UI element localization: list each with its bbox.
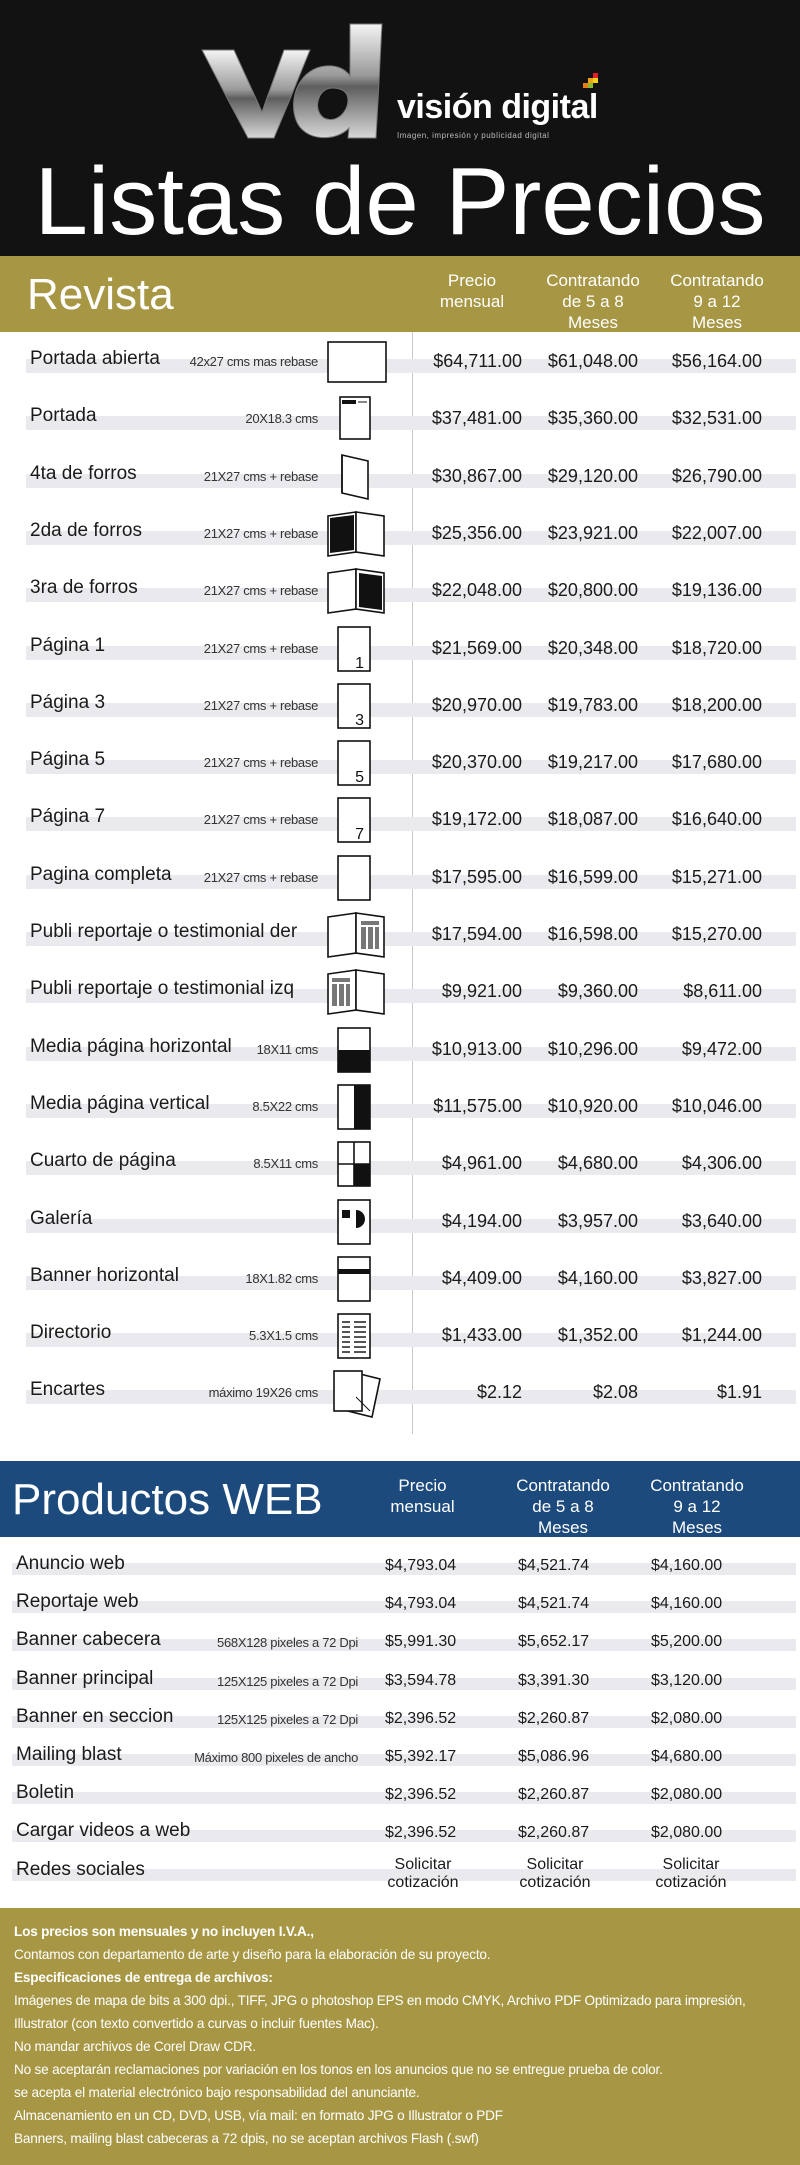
- price-5-8-months: $19,783.00: [547, 694, 638, 715]
- price-9-12-months: $26,790.00: [671, 465, 762, 486]
- product-name: Página 5: [30, 749, 106, 771]
- footer-notes: [0, 1908, 800, 2165]
- price-9-12-months: $8,611.00: [683, 981, 762, 1002]
- price-9-12-months: $32,531.00: [671, 408, 762, 429]
- page-7-icon: [326, 794, 388, 844]
- product-spec: 21X27 cms + rebase: [203, 525, 318, 541]
- price-9-12-months: $15,270.00: [671, 924, 762, 944]
- price-monthly: $37,481.00: [431, 408, 522, 429]
- revista-row: [0, 391, 800, 448]
- price-5-8-months: $35,360.00: [547, 408, 638, 429]
- revista-row: [0, 1365, 800, 1422]
- price-9-12-months: $9,472.00: [681, 1038, 762, 1059]
- product-spec: 5.3X1.5 cms: [249, 1328, 318, 1344]
- revista-row: [0, 907, 800, 964]
- price-9-12-months: $1,244.00: [681, 1325, 762, 1346]
- revista-col-monthly: Precio mensual: [439, 271, 505, 311]
- product-spec: 125X125 pixeles a 72 Dpi: [217, 1673, 358, 1689]
- product-name: Banner cabecera: [16, 1629, 161, 1651]
- brand-name: visión digital: [397, 88, 598, 126]
- price-5-8-months: $4,680.00: [557, 1153, 638, 1174]
- price-monthly: $4,409.00: [441, 1267, 522, 1288]
- price-monthly: $1,433.00: [441, 1325, 522, 1346]
- price-5-8-months: $20,348.00: [547, 637, 638, 658]
- inserts-icon: [326, 1367, 388, 1417]
- product-name: Anuncio web: [16, 1553, 125, 1574]
- product-spec: Máximo 800 pixeles de ancho: [194, 1750, 358, 1765]
- price-5-8-months: $4,521.74: [518, 1595, 590, 1613]
- banner-horizontal-icon: [326, 1253, 388, 1303]
- price-monthly: $20,370.00: [431, 752, 522, 773]
- quarter-page-icon: [326, 1138, 388, 1188]
- price-monthly: $3,594.78: [385, 1671, 457, 1689]
- price-5-8-months: $5,652.17: [518, 1633, 590, 1651]
- price-9-12-months: $4,306.00: [681, 1153, 762, 1174]
- product-spec: máximo 19X26 cms: [208, 1385, 318, 1401]
- brand-tagline: Imagen, impresión y publicidad digital: [397, 131, 550, 140]
- directory-icon: [326, 1310, 388, 1360]
- price-monthly: $9,921.00: [441, 981, 522, 1002]
- price-monthly: $22,048.00: [431, 580, 522, 601]
- price-5-8-months: $16,598.00: [547, 924, 638, 944]
- price-9-12-months: $2,080.00: [651, 1824, 723, 1842]
- price-5-8-months: $16,599.00: [547, 866, 638, 887]
- product-spec: 21X27 cms + rebase: [203, 583, 318, 599]
- price-monthly: $20,970.00: [431, 694, 522, 715]
- header: [0, 0, 800, 256]
- web-row: [0, 1584, 800, 1622]
- price-monthly: $4,194.00: [441, 1210, 522, 1231]
- product-spec: 21X27 cms + rebase: [203, 640, 318, 656]
- price-5-8-months: $1,352.00: [557, 1325, 638, 1346]
- price-monthly: Solicitar cotización: [387, 1855, 459, 1891]
- product-name: Encartes: [30, 1379, 105, 1401]
- price-5-8-months: $4,521.74: [518, 1557, 590, 1574]
- price-monthly: $19,172.00: [431, 809, 522, 830]
- price-monthly: $5,392.17: [385, 1748, 457, 1765]
- footer-line: Banners, mailing blast cabeceras a 72 dpis, no se aceptan archivos Flash (.swf): [14, 2131, 479, 2146]
- price-5-8-months: $3,957.00: [557, 1210, 638, 1231]
- product-name: Portada abierta: [30, 348, 160, 369]
- price-monthly: $2.12: [476, 1382, 522, 1403]
- product-spec: 8.5X11 cms: [253, 1156, 318, 1172]
- product-spec: 21X27 cms + rebase: [203, 755, 318, 771]
- product-name: Banner horizontal: [30, 1264, 179, 1286]
- price-monthly: $11,575.00: [433, 1095, 522, 1116]
- price-9-12-months: $5,200.00: [651, 1633, 723, 1651]
- product-name: Banner en seccion: [16, 1705, 174, 1727]
- product-spec: 21X27 cms + rebase: [203, 697, 318, 713]
- product-spec: 125X125 pixeles a 72 Dpi: [217, 1711, 358, 1727]
- revista-row: [0, 735, 800, 792]
- price-5-8-months: $9,360.00: [557, 981, 638, 1002]
- revista-header-bar: [0, 256, 800, 332]
- price-9-12-months: $15,271.00: [671, 866, 762, 887]
- product-name: Media página horizontal: [30, 1035, 232, 1057]
- product-name: Boletin: [16, 1782, 75, 1804]
- product-name: Portada: [30, 405, 97, 427]
- web-row: [0, 1661, 800, 1699]
- revista-row: [0, 334, 800, 391]
- price-9-12-months: Solicitar cotización: [655, 1855, 727, 1891]
- price-monthly: $5,991.30: [385, 1633, 457, 1651]
- revista-row: [0, 678, 800, 735]
- product-name: Página 1: [30, 634, 106, 656]
- price-5-8-months: $2,260.87: [518, 1786, 590, 1804]
- svg-text:1: 1: [355, 654, 364, 672]
- revista-row: [0, 1136, 800, 1193]
- price-5-8-months: $10,296.00: [547, 1038, 638, 1059]
- product-name: Publi reportaje o testimonial izq: [30, 978, 295, 1000]
- inside-front-cover-icon: [326, 508, 388, 558]
- revista-row: [0, 1308, 800, 1365]
- product-name: Cuarto de página: [30, 1150, 176, 1172]
- web-row: [0, 1699, 800, 1737]
- product-name: Página 3: [30, 691, 106, 713]
- price-9-12-months: $18,200.00: [671, 694, 762, 715]
- price-monthly: $17,595.00: [431, 866, 522, 887]
- price-9-12-months: $10,046.00: [671, 1095, 762, 1116]
- advertorial-left-icon: [326, 966, 388, 1016]
- price-5-8-months: $61,048.00: [547, 351, 638, 371]
- revista-row: [0, 563, 800, 620]
- price-5-8-months: $10,920.00: [547, 1095, 638, 1116]
- web-header-bar: [0, 1461, 800, 1537]
- price-monthly: $2,396.52: [385, 1786, 457, 1804]
- half-page-vertical-icon: [326, 1081, 388, 1131]
- product-spec: 21X27 cms + rebase: [203, 869, 318, 885]
- web-row: [0, 1622, 800, 1660]
- price-5-8-months: $23,921.00: [547, 522, 638, 543]
- price-9-12-months: $22,007.00: [671, 522, 762, 543]
- price-monthly: $2,396.52: [385, 1824, 457, 1842]
- product-name: Cargar videos a web: [16, 1820, 191, 1842]
- footer-line: Almacenamiento en un CD, DVD, USB, vía mail: en formato JPG o Illustrator o PDF: [14, 2108, 503, 2123]
- price-monthly: $30,867.00: [431, 465, 522, 486]
- price-5-8-months: $2,260.87: [518, 1709, 590, 1727]
- revista-row: [0, 621, 800, 678]
- product-spec: 21X27 cms + rebase: [203, 468, 318, 484]
- footer-line: No mandar archivos de Corel Draw CDR.: [14, 2039, 256, 2054]
- revista-title: Revista: [27, 270, 174, 319]
- footer-line: Especificaciones de entrega de archivos:: [14, 1970, 273, 1985]
- revista-row: [0, 850, 800, 907]
- product-name: Mailing blast: [16, 1744, 122, 1765]
- revista-col-9-12: Contratando 9 a 12 Meses: [670, 271, 764, 332]
- product-name: Galería: [30, 1207, 93, 1229]
- footer-line: Contamos con departamento de arte y diseño para la elaboración de su proyecto.: [14, 1947, 491, 1962]
- price-9-12-months: $16,640.00: [671, 809, 762, 830]
- web-row: [0, 1813, 800, 1851]
- footer-line: se acepta el material electrónico bajo responsabilidad del anunciante.: [14, 2085, 420, 2100]
- product-spec: 8.5X22 cms: [252, 1098, 318, 1114]
- price-monthly: $4,961.00: [441, 1153, 522, 1174]
- price-9-12-months: $3,120.00: [651, 1671, 723, 1689]
- product-name: 2da de forros: [30, 519, 142, 541]
- product-name: Media página vertical: [30, 1092, 210, 1114]
- back-cover-icon: [326, 451, 388, 501]
- price-5-8-months: $29,120.00: [547, 465, 638, 486]
- price-9-12-months: $2,080.00: [651, 1786, 723, 1804]
- price-5-8-months: $5,086.96: [518, 1748, 590, 1765]
- web-row: [0, 1737, 800, 1775]
- revista-row: [0, 1251, 800, 1308]
- price-9-12-months: $17,680.00: [671, 752, 762, 773]
- web-col-monthly: Precio mensual: [390, 1476, 455, 1516]
- price-9-12-months: $4,160.00: [651, 1557, 723, 1574]
- product-name: Redes sociales: [16, 1858, 145, 1880]
- price-monthly: $2,396.52: [385, 1709, 457, 1727]
- price-monthly: $17,594.00: [431, 924, 522, 944]
- product-name: Pagina completa: [30, 863, 172, 885]
- gallery-icon: [326, 1196, 388, 1246]
- price-5-8-months: $20,800.00: [547, 580, 638, 601]
- open-cover-icon: [326, 336, 388, 386]
- page-5-icon: [326, 737, 388, 787]
- advertorial-right-icon: [326, 909, 388, 959]
- price-9-12-months: $3,640.00: [681, 1210, 762, 1231]
- price-monthly: $4,793.04: [385, 1557, 457, 1574]
- price-9-12-months: $3,827.00: [681, 1267, 762, 1288]
- web-title: Productos WEB: [12, 1475, 323, 1524]
- price-5-8-months: $18,087.00: [547, 809, 638, 830]
- half-page-horizontal-icon: [326, 1024, 388, 1074]
- price-5-8-months: $2.08: [592, 1382, 638, 1403]
- price-9-12-months: $4,680.00: [651, 1748, 723, 1765]
- product-name: 4ta de forros: [30, 462, 137, 484]
- footer-line: Illustrator (con texto convertido a curvas o incluir fuentes Mac).: [14, 2016, 379, 2031]
- price-monthly: $25,356.00: [431, 522, 522, 543]
- product-name: 3ra de forros: [30, 577, 138, 599]
- price-5-8-months: $19,217.00: [547, 752, 638, 773]
- price-9-12-months: $4,160.00: [651, 1595, 723, 1613]
- web-row: [0, 1546, 800, 1584]
- revista-row: [0, 1022, 800, 1079]
- price-9-12-months: $1.91: [716, 1382, 762, 1403]
- page-3-icon: [326, 680, 388, 730]
- web-col-5-8: Contratando de 5 a 8 Meses: [516, 1476, 610, 1537]
- product-spec: 21X27 cms + rebase: [203, 812, 318, 828]
- revista-row: [0, 449, 800, 506]
- svg-text:3: 3: [355, 711, 364, 729]
- revista-row: [0, 964, 800, 1021]
- price-5-8-months: $4,160.00: [557, 1267, 638, 1288]
- price-5-8-months: $2,260.87: [518, 1824, 590, 1842]
- price-monthly: $4,793.04: [385, 1595, 457, 1613]
- product-spec: 568X128 pixeles a 72 Dpi: [217, 1635, 358, 1651]
- price-5-8-months: Solicitar cotización: [519, 1855, 591, 1891]
- revista-row: [0, 1194, 800, 1251]
- footer-line: No se aceptarán reclamaciones por variación en los tonos en los anuncios que no se entregue prueba de color.: [14, 2062, 663, 2077]
- web-col-9-12: Contratando 9 a 12 Meses: [650, 1476, 744, 1537]
- product-name: Reportaje web: [16, 1591, 139, 1613]
- product-spec: 18X1.82 cms: [245, 1270, 318, 1286]
- price-9-12-months: $19,136.00: [671, 580, 762, 601]
- product-name: Banner principal: [16, 1667, 154, 1689]
- footer-line: Imágenes de mapa de bits a 300 dpi., TIFF, JPG o photoshop EPS en modo CMYK, Archivo PDF Optimizado para impresión,: [14, 1993, 746, 2008]
- product-name: Directorio: [30, 1322, 112, 1344]
- web-row: [0, 1775, 800, 1813]
- full-page-icon: [326, 852, 388, 902]
- revista-row: [0, 792, 800, 849]
- product-name: Publi reportaje o testimonial der: [30, 921, 298, 942]
- product-spec: 20X18.3 cms: [245, 411, 318, 427]
- product-spec: 42x27 cms mas rebase: [189, 354, 318, 369]
- price-9-12-months: $18,720.00: [671, 637, 762, 658]
- page-1-icon: [326, 623, 388, 673]
- web-row: [0, 1852, 800, 1890]
- cover-icon: [326, 393, 388, 443]
- price-monthly: $21,569.00: [431, 637, 522, 658]
- footer-line: Los precios son mensuales y no incluyen I.V.A.,: [14, 1924, 314, 1939]
- price-9-12-months: $56,164.00: [671, 351, 762, 371]
- product-name: Página 7: [30, 806, 106, 828]
- revista-row: [0, 1079, 800, 1136]
- price-monthly: $64,711.00: [433, 351, 522, 371]
- price-monthly: $10,913.00: [431, 1038, 522, 1059]
- product-spec: 18X11 cms: [256, 1041, 318, 1057]
- page-title: Listas de Precios: [34, 148, 766, 255]
- svg-text:7: 7: [355, 826, 364, 844]
- price-5-8-months: $3,391.30: [518, 1671, 590, 1689]
- svg-text:5: 5: [355, 769, 364, 787]
- revista-col-5-8: Contratando de 5 a 8 Meses: [546, 271, 640, 332]
- price-9-12-months: $2,080.00: [651, 1709, 723, 1727]
- revista-row: [0, 506, 800, 563]
- vd-logo-icon: [200, 20, 390, 142]
- inside-back-cover-icon: [326, 565, 388, 615]
